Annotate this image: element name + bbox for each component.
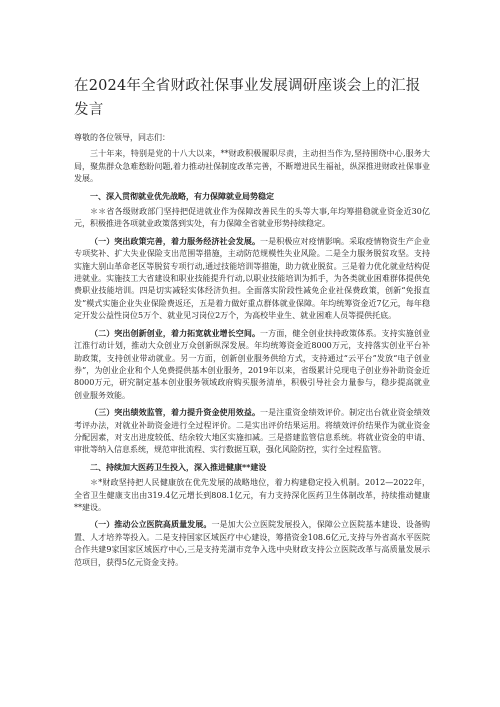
intro-paragraph: 三十年来，特别是党的十八大以来，**财政积极履职尽责，主动担当作为,坚持围绕中心,服务大局，聚焦群众急难愁盼问题,着力推动社保制度改革完善，不断增进民生福祉，纵深推进财政社保事业发展。 [74,149,430,184]
sub-heading: （三）突出绩效监管，着力提升资金使用效益。 [90,407,261,418]
document-title: 在2024年全省财政社保事业发展调研座谈会上的汇报发言 [74,78,421,118]
salutation: 尊敬的各位领导，同志们： [74,133,170,142]
section-heading-1: 一、深入贯彻就业优先战略，有力保障就业局势稳定 [90,190,274,201]
sub-heading: （一）突出政策完善，着力服务经济社会发展。 [90,235,261,246]
section-2-paragraph: ＊*财政坚持把人民健康放在优先发展的战略地位，着力构建稳定投入机制。2012—2022年，全省卫生健康支出由319.4亿元增长到808.1亿元，有力支持深化医药卫生体制改革，持续推动健康**建设。 [74,478,430,512]
section-1-sub-2 [74,327,430,402]
section-heading-2: 二、持续加大医药卫生投入，深入推进健康**建设 [90,461,267,472]
sub-body: 一是加大公立医院发展投入，保障公立医院基本建设、设备购置、人才培养等投入。二是支持国家区域医疗中心建设，筹措资金108.6亿元,支持与外省高水平医院合作共建9家国家区域医疗中心,三是支持芜湖市竞争入选中央财政支持公立医院改革与高质量发展示范项目，获得5亿元资金支持。 [74,520,431,567]
sub-body: 一方面，健全创业扶持政策体系。支持实施创业江淮行动计划，推动大众创业万众创新纵深发展。年均统筹资金近8000万元，支持落实创业平台补助政策，支持创业带动就业。另一方面，创新创业服务供给方式，支持通过“云平台”发放“电子创业券”，为创业企业和个人免费提供基本创业服务，2019年以来，省级累计兑现电子创业券补助资金近8000万元，研究制定基本创业服务领域政府购买服务清单，积极引导社会力量参与，稳步提高就业创业服务效能。 [74,328,430,400]
section-1-sub-3 [74,406,430,457]
section-1-paragraph: ＊＊省各级财政部门坚持把促进就业作为保障改善民生的头等大事,年均筹措稳就业资金近30亿元，积极推进各项就业政策落到实处，有力保障全省就业形势持续稳定。 [74,207,430,229]
sub-body: 一是注重资金绩效评价。制定出台就业资金绩效考评办法，对就业补助资金进行全过程评价。二是实出评价结果运用。将绩效评价结果作为就业资金分配因素，对支出进度较低、结余较大地区实施扣减。三是搭建监管信息系统。将就业资金的申请、审批等纳入信息系统，规范审批流程、实行数据互联，强化风险防控，实行全过程监管。 [74,408,430,455]
sub-heading: （二）突出创新创业，着力拓宽就业增长空间。 [90,327,261,338]
section-2-sub-1 [74,518,430,569]
sub-body: 一是积极应对疫情影响。采取疫情物资生产企业专项奖补、扩大失业保险支出范围等措施，主动防范规模性失业风险。二是全力服务脱贫攻坚。支持实施大别山革命老区等脱贫专项行动,通过技能培训等措施，助力就业脱贫。三是着力优化就业结构促进就业。实施技工大省建设和职业技能提升行动,以职业技能培训为抓手，为各类就业困难群体提供免费职业技能培训。四是切实减轻实体经济负担。全面落实阶段性减免企业社保费政策，创新“免报直发”模式实施企业失业保险费返还，五是着力做好重点群体就业保障。年均统筹资金近7亿元，每年稳定开发公益性岗位5万个、就业见习岗位2万个，为高校毕业生、就业困难人员等提供托底。 [74,236,430,321]
sub-heading: （一）推动公立医院高质量发展。 [90,519,212,530]
section-1-sub-1 [74,235,430,323]
